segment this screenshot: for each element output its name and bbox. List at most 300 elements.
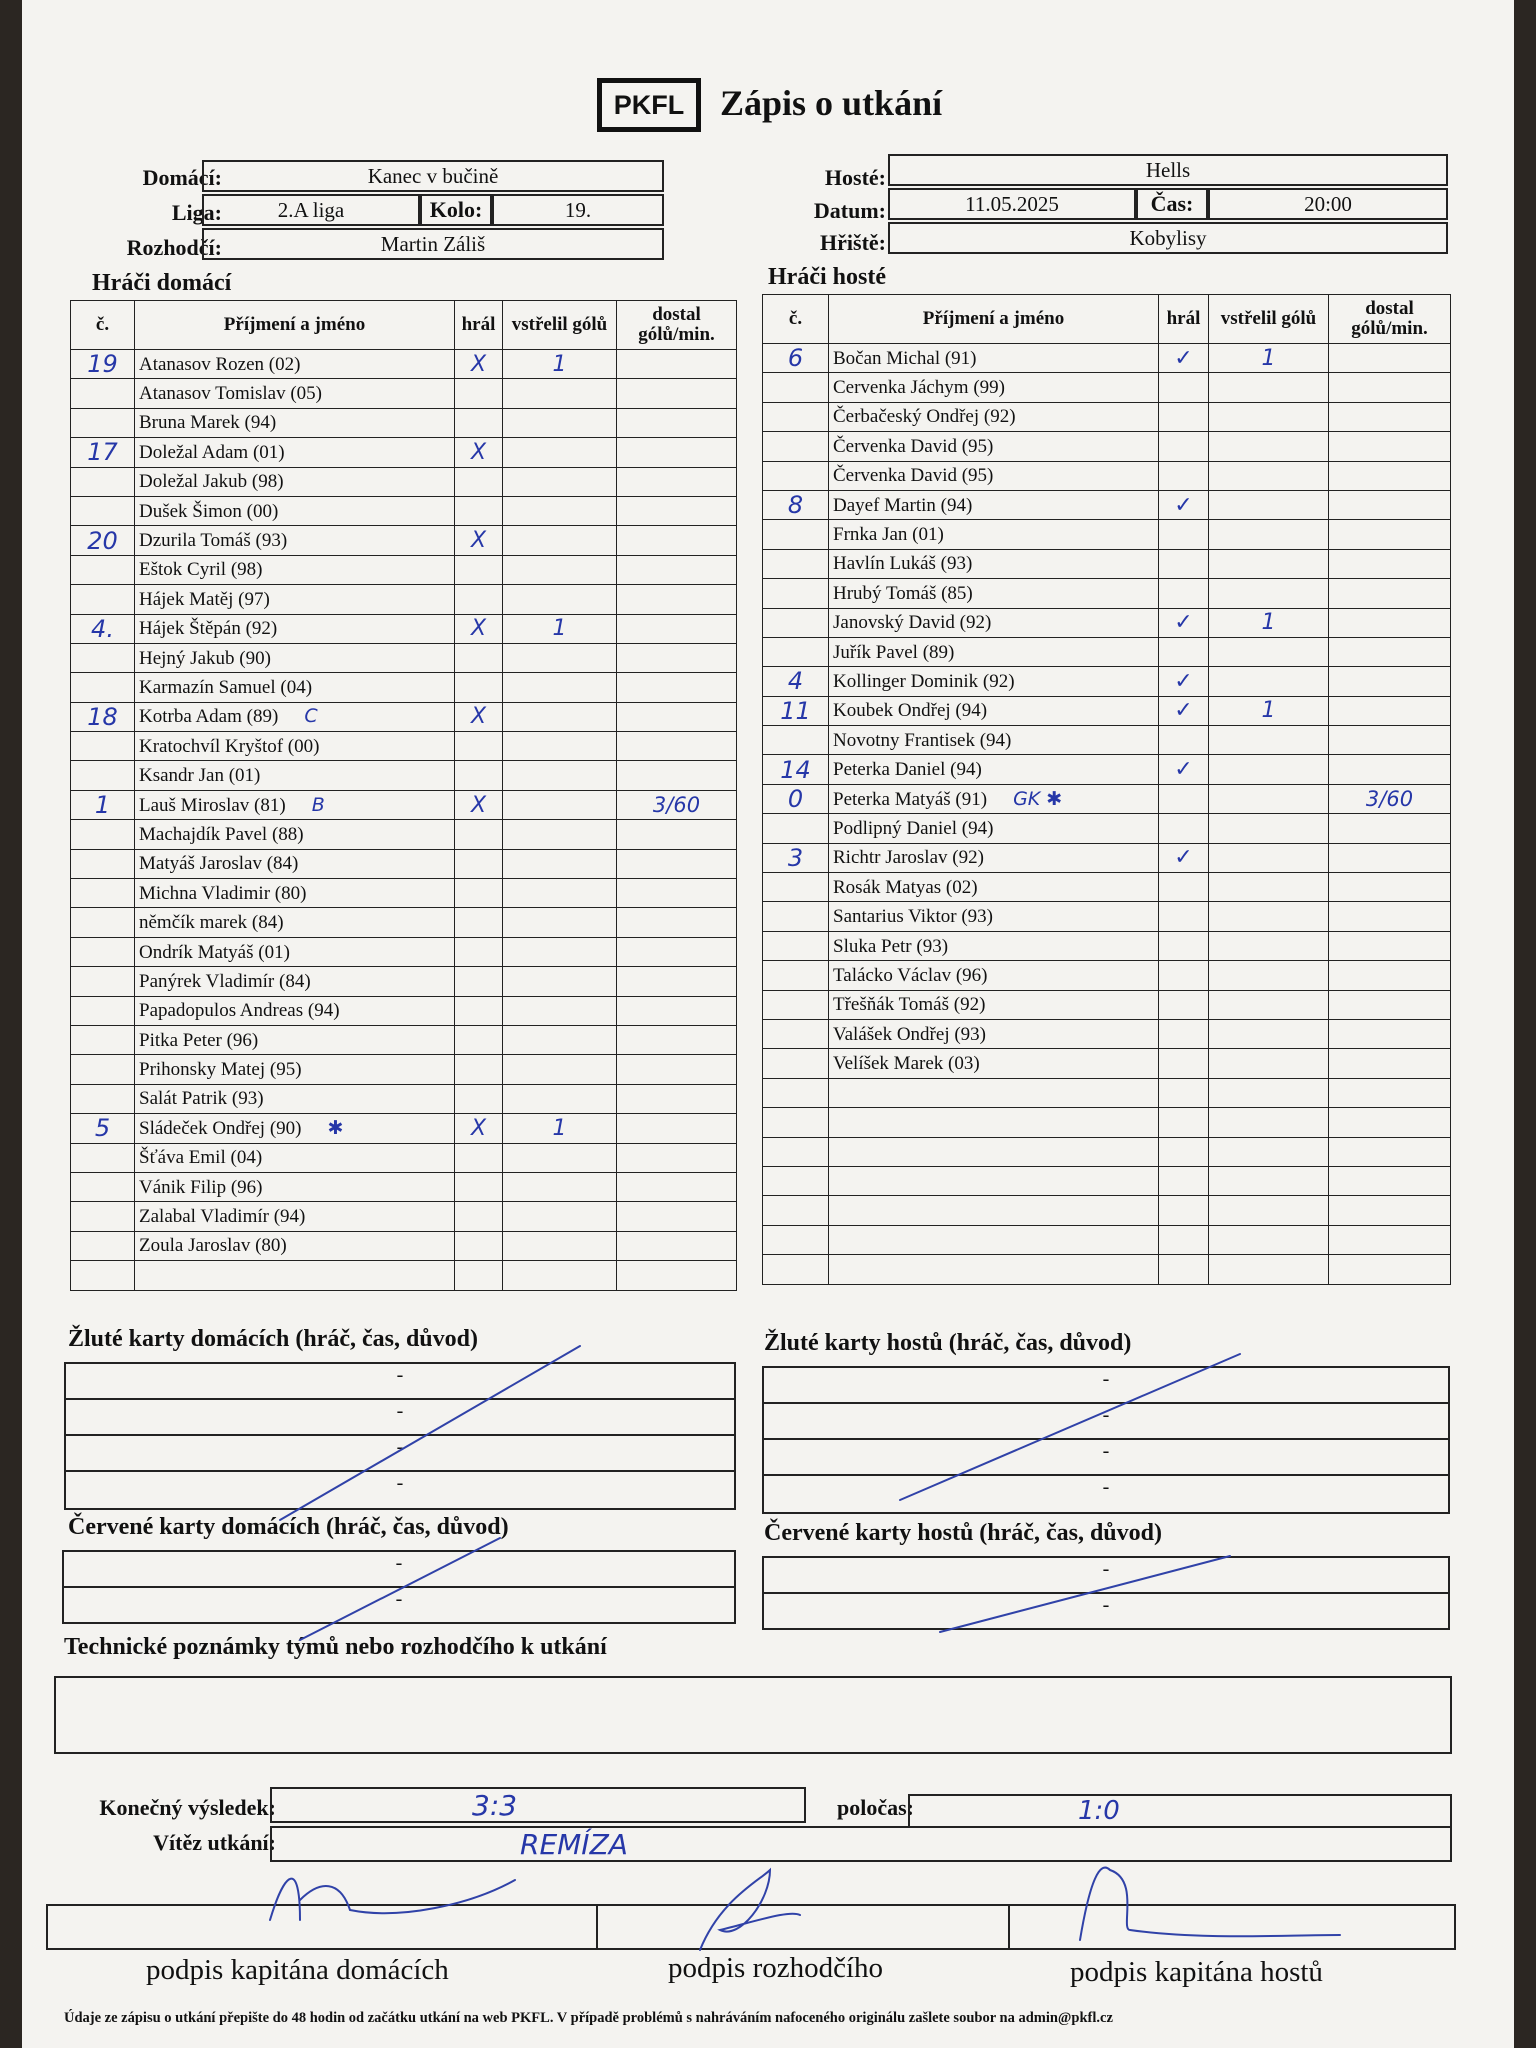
player-number xyxy=(71,937,135,966)
player-name-text: Šťáva Emil (04) xyxy=(139,1147,263,1169)
player-name-text: Koubek Ondřej (94) xyxy=(833,700,988,722)
referee-signature-label: podpis rozhodčího xyxy=(668,1952,884,1984)
player-name xyxy=(135,790,455,819)
col-num: č. xyxy=(71,301,135,350)
goals-conceded xyxy=(1329,1196,1451,1225)
played-mark: ✓ xyxy=(1159,696,1209,725)
player-number xyxy=(763,1166,829,1195)
table-row xyxy=(71,496,737,525)
player-number xyxy=(71,879,135,908)
player-number xyxy=(763,873,829,902)
table-row xyxy=(71,1172,737,1201)
round-field: 19. xyxy=(492,194,664,226)
goals-scored xyxy=(1209,1078,1329,1107)
goals-conceded xyxy=(1329,726,1451,755)
player-name xyxy=(135,526,455,555)
player-name xyxy=(135,1084,455,1113)
player-name-text: Salát Patrik (93) xyxy=(139,1088,264,1110)
played-mark: ✓ xyxy=(1159,490,1209,519)
played-mark xyxy=(1159,873,1209,902)
goals-conceded: 3/60 xyxy=(1329,784,1451,813)
table-row xyxy=(71,673,737,702)
player-name xyxy=(829,490,1159,519)
player-name xyxy=(829,1196,1159,1225)
player-name xyxy=(829,402,1159,431)
played-mark xyxy=(455,673,503,702)
goals-scored xyxy=(503,1084,617,1113)
player-number xyxy=(763,961,829,990)
card-row: - xyxy=(64,1552,734,1588)
goals-conceded xyxy=(1329,1255,1451,1284)
card-row: - xyxy=(66,1400,734,1436)
player-name xyxy=(829,344,1159,373)
player-name-text: Červenka David (95) xyxy=(833,465,994,487)
winner-field: REMÍZA xyxy=(270,1826,1452,1862)
played-mark xyxy=(455,1202,503,1231)
goals-scored xyxy=(1209,726,1329,755)
goals-conceded xyxy=(1329,814,1451,843)
goals-scored xyxy=(1209,1255,1329,1284)
goals-conceded xyxy=(617,526,737,555)
goals-conceded xyxy=(1329,667,1451,696)
goals-conceded xyxy=(1329,1019,1451,1048)
played-mark xyxy=(455,555,503,584)
played-mark: ✓ xyxy=(1159,755,1209,784)
goals-conceded xyxy=(617,673,737,702)
player-number xyxy=(763,373,829,402)
goals-conceded xyxy=(617,1055,737,1084)
player-name-text: Karmazín Samuel (04) xyxy=(139,676,313,698)
player-number xyxy=(71,996,135,1025)
home-label: Domácí: xyxy=(142,165,222,190)
goals-scored: 1 xyxy=(503,350,617,379)
player-number xyxy=(763,931,829,960)
player-name-text: Vánik Filip (96) xyxy=(139,1176,263,1198)
player-name-text: Podlipný Daniel (94) xyxy=(833,817,994,839)
goals-scored xyxy=(503,496,617,525)
table-row xyxy=(71,1143,737,1172)
away-yellow-box xyxy=(762,1366,1450,1514)
table-row xyxy=(763,490,1451,519)
goals-conceded xyxy=(1329,1078,1451,1107)
col-played: hrál xyxy=(1159,295,1209,344)
player-name xyxy=(135,1114,455,1143)
table-row xyxy=(763,961,1451,990)
player-name xyxy=(829,784,1159,813)
goals-scored xyxy=(1209,1166,1329,1195)
goals-scored xyxy=(503,526,617,555)
player-name xyxy=(829,990,1159,1019)
player-name-text: Pitka Peter (96) xyxy=(139,1029,259,1051)
table-header-row xyxy=(763,295,1451,344)
player-number xyxy=(71,1172,135,1201)
player-name xyxy=(829,1137,1159,1166)
player-number xyxy=(763,1049,829,1078)
player-name xyxy=(829,1108,1159,1137)
table-row xyxy=(763,814,1451,843)
played-mark xyxy=(1159,1049,1209,1078)
player-number xyxy=(763,637,829,666)
table-row xyxy=(763,990,1451,1019)
player-number xyxy=(763,1137,829,1166)
player-number: 8 xyxy=(763,490,829,519)
table-row xyxy=(71,408,737,437)
goals-conceded xyxy=(617,937,737,966)
goals-conceded xyxy=(1329,402,1451,431)
player-number: 18 xyxy=(71,702,135,731)
played-mark xyxy=(1159,814,1209,843)
table-row xyxy=(763,1049,1451,1078)
player-name xyxy=(829,1049,1159,1078)
player-name xyxy=(135,350,455,379)
player-name xyxy=(829,549,1159,578)
col-num: č. xyxy=(763,295,829,344)
player-name xyxy=(135,673,455,702)
played-mark xyxy=(455,585,503,614)
played-mark xyxy=(1159,961,1209,990)
table-row xyxy=(71,908,737,937)
table-row xyxy=(763,344,1451,373)
col-name: Příjmení a jméno xyxy=(135,301,455,350)
document-title: Zápis o utkání xyxy=(720,83,943,123)
goals-conceded xyxy=(617,1025,737,1054)
played-mark xyxy=(1159,1108,1209,1137)
player-name xyxy=(135,879,455,908)
goals-scored xyxy=(503,996,617,1025)
played-mark xyxy=(1159,726,1209,755)
player-name-text: Bruna Marek (94) xyxy=(139,412,277,434)
goals-conceded xyxy=(617,879,737,908)
player-name-text: Havlín Lukáš (93) xyxy=(833,553,973,575)
goals-conceded xyxy=(617,408,737,437)
player-name-text: Zoula Jaroslav (80) xyxy=(139,1235,287,1257)
player-number xyxy=(71,408,135,437)
card-row: - xyxy=(764,1440,1448,1476)
player-name xyxy=(829,579,1159,608)
away-players-heading: Hráči hosté xyxy=(768,264,886,290)
goals-scored xyxy=(1209,490,1329,519)
played-mark: ✓ xyxy=(1159,608,1209,637)
time-field: 20:00 xyxy=(1208,188,1448,220)
player-number: 4. xyxy=(71,614,135,643)
played-mark: X xyxy=(455,1114,503,1143)
player-number: 17 xyxy=(71,438,135,467)
player-name xyxy=(135,1143,455,1172)
goals-conceded xyxy=(1329,637,1451,666)
player-name xyxy=(135,614,455,643)
player-name xyxy=(829,902,1159,931)
goals-conceded xyxy=(617,1261,737,1290)
goals-scored xyxy=(503,732,617,761)
player-number xyxy=(763,1108,829,1137)
table-row xyxy=(71,702,737,731)
table-row xyxy=(71,1261,737,1290)
played-mark xyxy=(1159,1078,1209,1107)
player-name xyxy=(135,702,455,731)
player-name xyxy=(829,1019,1159,1048)
player-number xyxy=(763,1019,829,1048)
guests-team-field: Hells xyxy=(888,154,1448,186)
goals-conceded xyxy=(617,614,737,643)
goals-conceded xyxy=(1329,990,1451,1019)
played-mark xyxy=(1159,784,1209,813)
table-row xyxy=(763,726,1451,755)
card-row: - xyxy=(1102,1594,1110,1616)
player-name xyxy=(135,1261,455,1290)
table-row xyxy=(71,1231,737,1260)
player-number xyxy=(763,902,829,931)
player-name-text: Machajdík Pavel (88) xyxy=(139,823,304,845)
player-name xyxy=(135,643,455,672)
played-mark xyxy=(1159,637,1209,666)
pkfl-logo: PKFL xyxy=(597,78,701,132)
time-label: Čas: xyxy=(1136,188,1208,220)
goals-scored xyxy=(1209,1196,1329,1225)
player-name xyxy=(135,1202,455,1231)
player-name xyxy=(829,696,1159,725)
table-row xyxy=(71,350,737,379)
player-name xyxy=(829,1225,1159,1254)
player-number xyxy=(763,520,829,549)
player-name-text: Ksandr Jan (01) xyxy=(139,765,261,787)
goals-scored xyxy=(503,967,617,996)
goals-scored: 1 xyxy=(1209,696,1329,725)
player-name xyxy=(829,667,1159,696)
half-time-field: 1:0 xyxy=(908,1794,1452,1828)
player-number: 4 xyxy=(763,667,829,696)
player-name-text: Peterka Daniel (94) xyxy=(833,759,982,781)
player-number: 11 xyxy=(763,696,829,725)
goals-conceded xyxy=(1329,755,1451,784)
goals-scored xyxy=(1209,873,1329,902)
goals-scored xyxy=(1209,373,1329,402)
goals-conceded xyxy=(617,761,737,790)
goals-scored xyxy=(503,1261,617,1290)
table-row xyxy=(763,667,1451,696)
goals-conceded xyxy=(1329,1108,1451,1137)
played-mark xyxy=(455,967,503,996)
goals-scored xyxy=(1209,549,1329,578)
player-name-text: Hejný Jakub (90) xyxy=(139,647,271,669)
goals-scored xyxy=(1209,902,1329,931)
played-mark xyxy=(1159,1166,1209,1195)
round-label: Kolo: xyxy=(420,194,492,226)
table-row xyxy=(71,614,737,643)
played-mark xyxy=(455,732,503,761)
goals-scored xyxy=(503,908,617,937)
played-mark xyxy=(1159,549,1209,578)
player-number: 1 xyxy=(71,790,135,819)
final-result-label: Konečný výsledek: xyxy=(99,1795,276,1820)
player-number xyxy=(71,1202,135,1231)
player-name xyxy=(135,467,455,496)
table-row xyxy=(71,1084,737,1113)
player-number xyxy=(763,1225,829,1254)
player-number xyxy=(763,726,829,755)
goals-scored xyxy=(1209,1049,1329,1078)
player-name-text: Kollinger Dominik (92) xyxy=(833,670,1015,692)
goals-scored xyxy=(1209,579,1329,608)
goals-conceded xyxy=(1329,520,1451,549)
played-mark xyxy=(455,1084,503,1113)
played-mark xyxy=(455,643,503,672)
goals-scored xyxy=(503,1143,617,1172)
player-name-text: Rosák Matyas (02) xyxy=(833,876,978,898)
player-number xyxy=(71,820,135,849)
pitch-label: Hřiště: xyxy=(820,230,886,255)
table-row xyxy=(763,432,1451,461)
player-name xyxy=(829,432,1159,461)
player-name-text: Valášek Ondřej (93) xyxy=(833,1023,987,1045)
player-number: 3 xyxy=(763,843,829,872)
player-name-text: Eštok Cyril (98) xyxy=(139,559,263,581)
player-name-text: Atanasov Rozen (02) xyxy=(139,353,301,375)
goals-scored xyxy=(1209,520,1329,549)
played-mark xyxy=(1159,373,1209,402)
player-number xyxy=(71,732,135,761)
player-number xyxy=(763,990,829,1019)
signatures-box xyxy=(46,1904,1456,1950)
played-mark xyxy=(1159,931,1209,960)
player-name xyxy=(829,931,1159,960)
played-mark xyxy=(455,496,503,525)
player-number xyxy=(763,1078,829,1107)
player-name xyxy=(135,908,455,937)
goals-conceded xyxy=(617,555,737,584)
goals-conceded xyxy=(617,967,737,996)
goals-conceded xyxy=(617,908,737,937)
player-name-text: Třešňák Tomáš (92) xyxy=(833,994,986,1016)
player-number xyxy=(71,1025,135,1054)
notes-heading: Technické poznámky týmů nebo rozhodčího k utkání xyxy=(64,1634,607,1660)
goals-scored xyxy=(1209,961,1329,990)
table-row xyxy=(71,937,737,966)
player-name-text: Velíšek Marek (03) xyxy=(833,1053,980,1075)
date-field: 11.05.2025 xyxy=(888,188,1136,220)
player-name xyxy=(829,726,1159,755)
goals-conceded xyxy=(1329,1049,1451,1078)
player-name xyxy=(135,496,455,525)
table-row xyxy=(763,1137,1451,1166)
table-row xyxy=(71,849,737,878)
player-name-text: Bočan Michal (91) xyxy=(833,347,977,369)
table-row xyxy=(71,379,737,408)
player-name xyxy=(135,732,455,761)
table-row xyxy=(71,879,737,908)
goals-scored: 1 xyxy=(1209,344,1329,373)
goals-conceded xyxy=(1329,696,1451,725)
player-number xyxy=(763,461,829,490)
match-report-sheet xyxy=(22,0,1514,2048)
table-row xyxy=(71,790,737,819)
goals-conceded xyxy=(1329,843,1451,872)
table-row xyxy=(763,873,1451,902)
player-number: 6 xyxy=(763,344,829,373)
goals-scored xyxy=(1209,667,1329,696)
annotation-mark: B xyxy=(311,793,325,816)
table-row xyxy=(763,461,1451,490)
table-row xyxy=(71,467,737,496)
table-row xyxy=(763,931,1451,960)
col-goals: vstřelil gólů xyxy=(1209,295,1329,344)
played-mark xyxy=(455,820,503,849)
player-name-text: Dušek Šimon (00) xyxy=(139,500,279,522)
home-captain-signature-label: podpis kapitána domácích xyxy=(146,1954,449,1986)
player-name xyxy=(135,1231,455,1260)
goals-conceded xyxy=(1329,931,1451,960)
goals-scored xyxy=(503,1055,617,1084)
played-mark xyxy=(455,1143,503,1172)
away-yellow-heading: Žluté karty hostů (hráč, čas, důvod) xyxy=(764,1330,1132,1356)
player-number xyxy=(71,1055,135,1084)
away-red-heading: Červené karty hostů (hráč, čas, důvod) xyxy=(764,1520,1162,1546)
player-name-text: němčík marek (84) xyxy=(139,912,284,934)
table-row xyxy=(71,1025,737,1054)
played-mark xyxy=(1159,1019,1209,1048)
player-name xyxy=(829,461,1159,490)
table-row xyxy=(763,1108,1451,1137)
player-name xyxy=(135,937,455,966)
player-name xyxy=(135,1025,455,1054)
player-number xyxy=(763,402,829,431)
player-name xyxy=(829,755,1159,784)
player-name xyxy=(829,1166,1159,1195)
goals-scored xyxy=(503,408,617,437)
card-row: - xyxy=(396,1472,404,1494)
played-mark xyxy=(1159,1255,1209,1284)
table-row xyxy=(763,373,1451,402)
home-yellow-heading: Žluté karty domácích (hráč, čas, důvod) xyxy=(68,1326,478,1352)
half-time-label: poločas: xyxy=(837,1795,914,1820)
player-number xyxy=(71,643,135,672)
player-number xyxy=(763,1196,829,1225)
played-mark: X xyxy=(455,526,503,555)
player-number xyxy=(71,1143,135,1172)
player-name-text: Hájek Štěpán (92) xyxy=(139,618,278,640)
goals-scored xyxy=(503,1202,617,1231)
table-row xyxy=(71,643,737,672)
goals-conceded xyxy=(617,379,737,408)
played-mark xyxy=(455,908,503,937)
goals-conceded xyxy=(617,438,737,467)
player-name-text: Zalabal Vladimír (94) xyxy=(139,1206,306,1228)
player-name-text: Hájek Matěj (97) xyxy=(139,588,270,610)
date-label: Datum: xyxy=(813,198,886,223)
goals-conceded xyxy=(617,996,737,1025)
goals-scored xyxy=(503,820,617,849)
col-name: Příjmení a jméno xyxy=(829,295,1159,344)
referee-field: Martin Záliš xyxy=(202,228,664,260)
player-name xyxy=(829,637,1159,666)
table-row xyxy=(763,549,1451,578)
player-name-text: Doležal Adam (01) xyxy=(139,441,285,463)
goals-conceded xyxy=(1329,432,1451,461)
player-name-text: Kratochvíl Kryštof (00) xyxy=(139,735,320,757)
goals-scored xyxy=(1209,1137,1329,1166)
played-mark: X xyxy=(455,438,503,467)
goals-scored xyxy=(1209,843,1329,872)
player-name xyxy=(135,1172,455,1201)
card-row: - xyxy=(66,1436,734,1472)
player-number xyxy=(71,967,135,996)
player-name-text: Richtr Jaroslav (92) xyxy=(833,847,984,869)
table-row xyxy=(71,585,737,614)
goals-scored xyxy=(1209,784,1329,813)
player-name-text: Frnka Jan (01) xyxy=(833,524,944,546)
played-mark xyxy=(455,1055,503,1084)
goals-conceded xyxy=(1329,579,1451,608)
player-number xyxy=(71,761,135,790)
